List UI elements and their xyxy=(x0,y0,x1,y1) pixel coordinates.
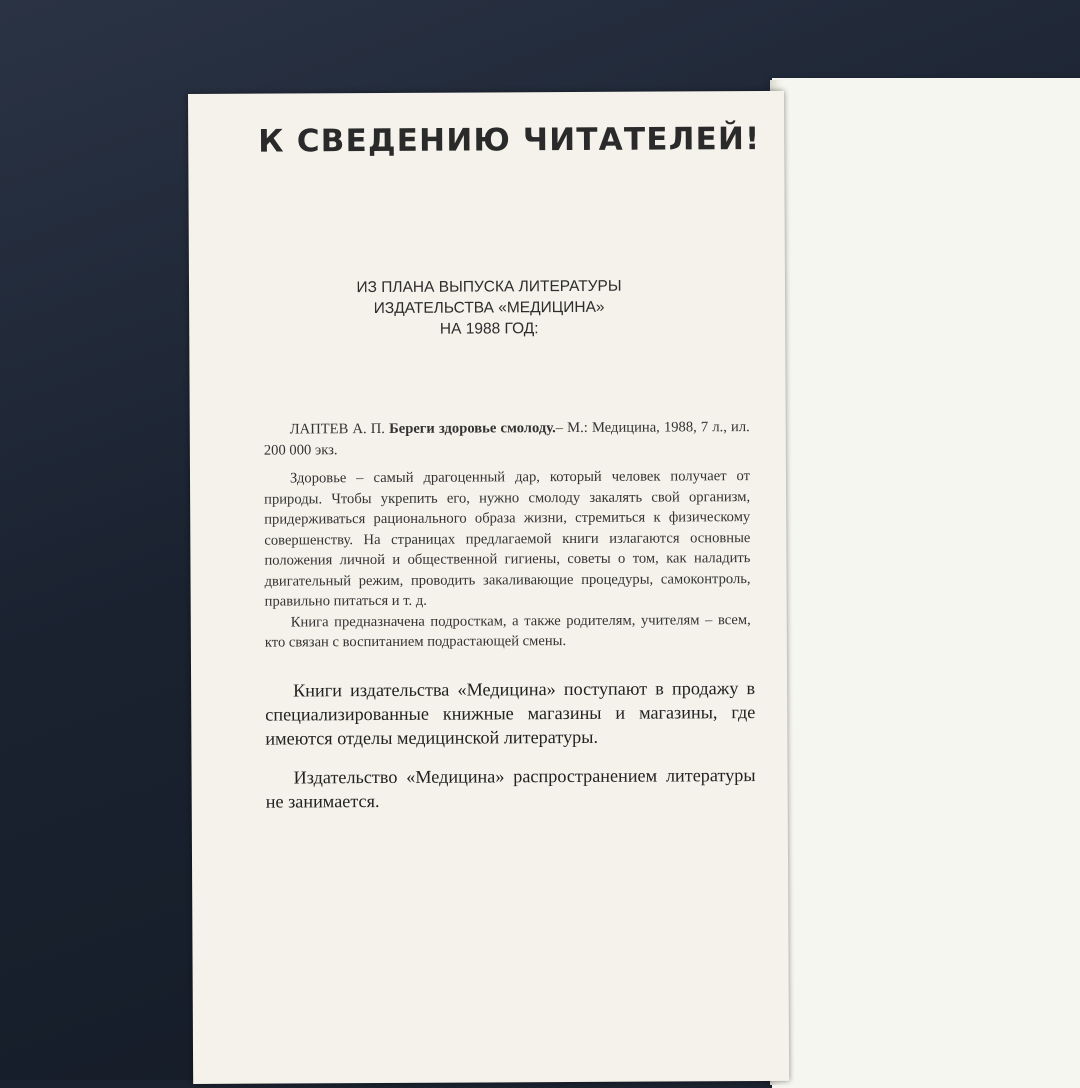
page-heading: К СВЕДЕНИЮ ЧИТАТЕЛЕЙ! xyxy=(258,121,761,160)
right-page xyxy=(772,78,1080,1088)
book-description: Здоровье – самый драгоценный дар, который человек получает от природы. Чтобы укрепить его, нужно смолоду закалять свой организм, придерживаться рационального образа жизни, стремиться к физическому совершенству. На страницах предлагаемой книги излагаются основные положения личной и общественной гигиены, советы о том, как наладить двигательный режим, проводить закаливающие процедуры, самоконтроль, правильно питаться и т. д. xyxy=(264,468,751,610)
notice-paragraph-1: Книги издательства «Медицина» поступают в продажу в специализированные книжные магазины и магазины, где имеются отделы медицинской литературы. xyxy=(265,678,756,749)
publisher-notice xyxy=(265,676,756,829)
book-title: Береги здоровье смолоду. xyxy=(389,420,556,437)
book-audience: Книга предназначена подросткам, а также родителям, учителям – всем, кто связан с воспитанием подрастающей смены. xyxy=(264,611,751,651)
plan-line-2: ИЗДАТЕЛЬСТВА «МЕДИЦИНА» xyxy=(373,298,605,318)
publication-plan-header xyxy=(319,276,659,341)
book-reference xyxy=(264,417,750,461)
notice-paragraph-2: Издательство «Медицина» распространением литературы не занимается. xyxy=(265,765,756,812)
book-author: ЛАПТЕВ А. П. xyxy=(289,420,385,438)
book-publication: – М.: Медицина, 1988, 7 л., ил. 200 000 экз. xyxy=(263,419,750,459)
plan-line-3: НА 1988 ГОД: xyxy=(439,320,539,338)
left-page xyxy=(188,91,789,1084)
book-entry xyxy=(264,417,751,653)
plan-line-1: ИЗ ПЛАНА ВЫПУСКА ЛИТЕРАТУРЫ xyxy=(356,277,622,297)
